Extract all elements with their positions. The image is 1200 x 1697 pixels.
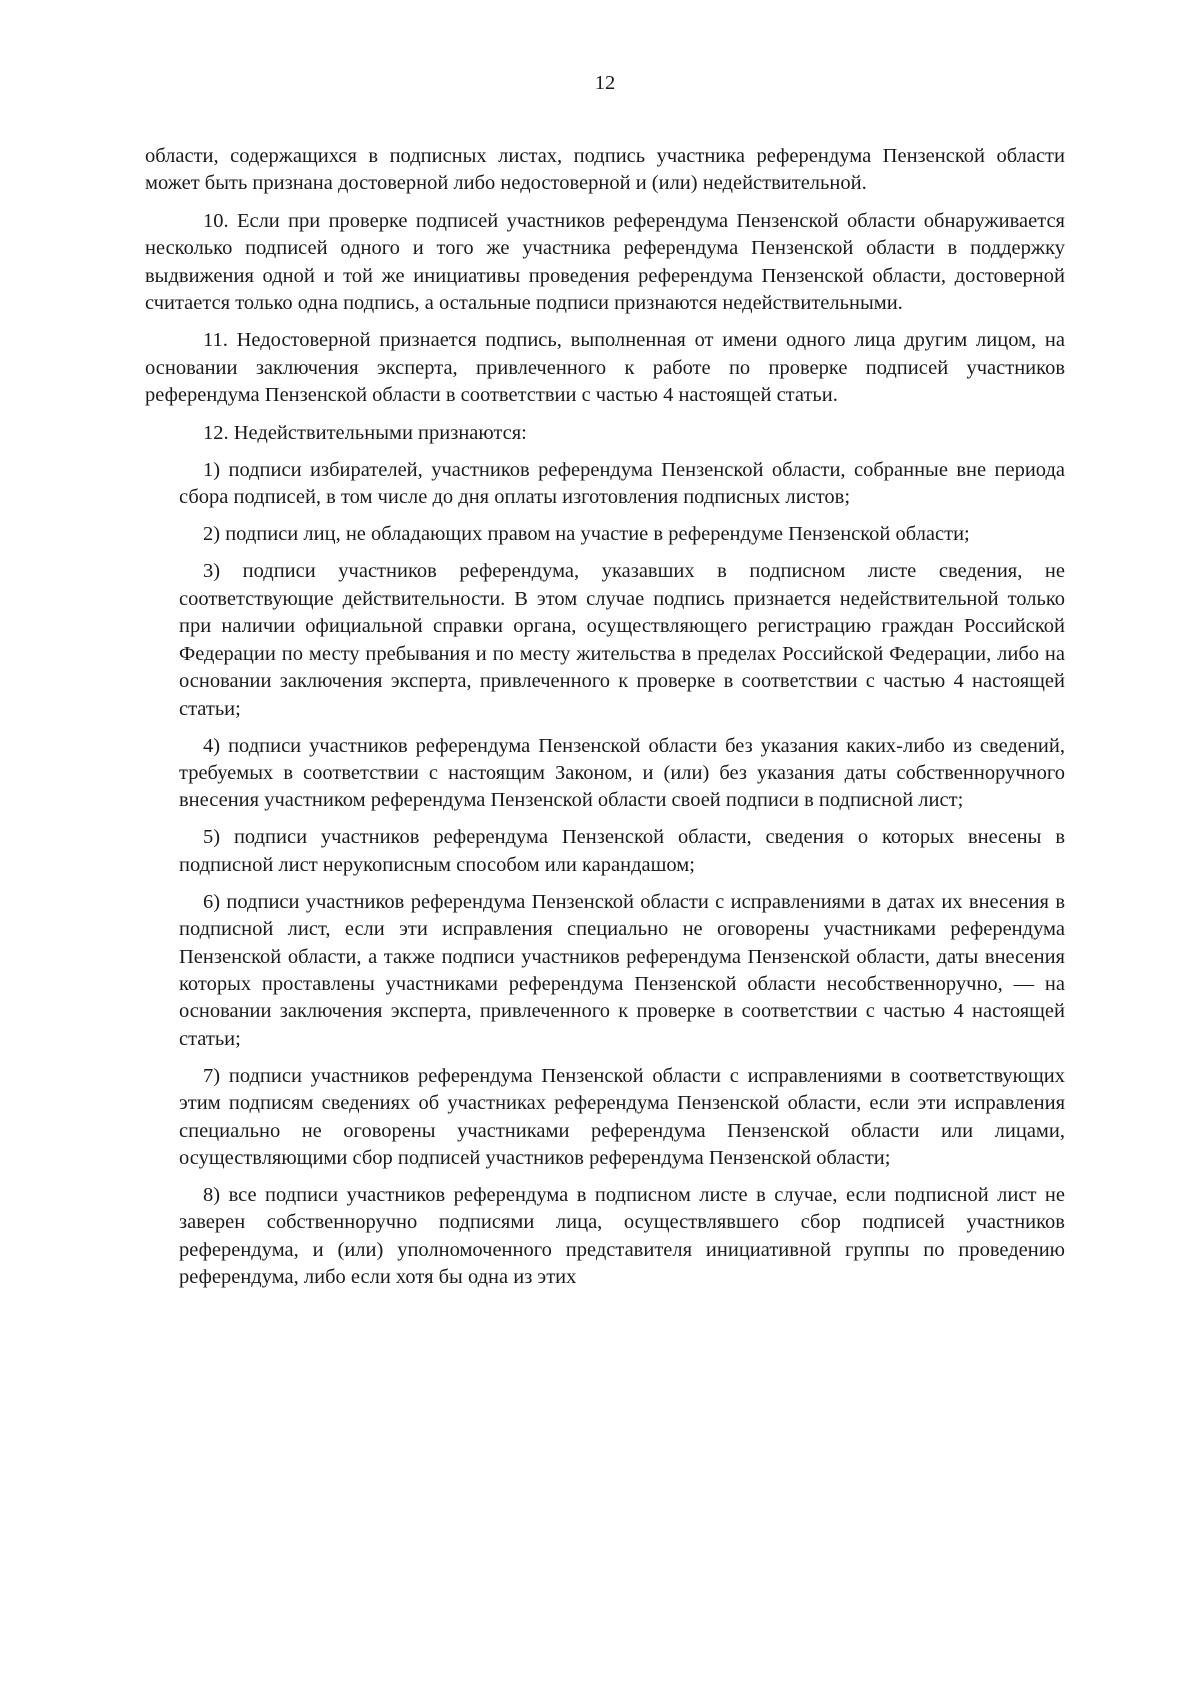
list-item-6: 6) подписи участников референдума Пензенской области с исправлениями в датах их внесения в подписной лист, если эти исправления специально не оговорены участниками референдума Пензенской области, а также подписи участников референдума Пензенской области, даты внесения которых проставлены участниками референдума Пензенской области несобственноручно, — на основании заключения эксперта, привлеченного к проверке в соответствии с частью 4 настоящей статьи;: [179, 890, 1065, 1050]
paragraph-11: 11. Недостоверной признается подпись, выполненная от имени одного лица другим лицом, на основании заключения эксперта, привлеченного к работе по проверке подписей участников референдума Пензенской области в соответствии с частью 4 настоящей статьи.: [145, 329, 1065, 407]
list-item-1: 1) подписи избирателей, участников референдума Пензенской области, собранные вне периода сбора подписей, в том числе до дня оплаты изготовления подписных листов;: [179, 459, 1065, 509]
document-page: [145, 0, 1065, 1697]
invalid-signatures-list: [179, 457, 1065, 1292]
list-item-3: 3) подписи участников референдума, указавших в подписном листе сведения, не соответствующие действительности. В этом случае подпись признается недействительной только при наличии официальной справки органа, осуществляющего регистрацию граждан Российской Федерации по месту пребывания и по месту жительства в пределах Российской Федерации, либо на основании заключения эксперта, привлеченного к проверке в соответствии с частью 4 настоящей статьи;: [179, 560, 1065, 720]
list-item-4: 4) подписи участников референдума Пензенской области без указания каких-либо из сведений, требуемых в соответствии с настоящим Законом, и (или) без указания даты собственноручного внесения участником референдума Пензенской области своей подписи в подписной лист;: [179, 734, 1065, 812]
document-body: [145, 143, 1065, 1301]
list-item-8: 8) все подписи участников референдума в подписном листе в случае, если подписной лист не заверен собственноручно подписями лица, осуществлявшего сбор подписей участников референдума, и (или) уполномоченного представителя инициативной группы по проведению референдума, либо если хотя бы одна из этих: [179, 1183, 1065, 1289]
page-number: 12: [594, 72, 616, 94]
list-item-5: 5) подписи участников референдума Пензенской области, сведения о которых внесены в подписной лист нерукописным способом или карандашом;: [179, 826, 1065, 876]
paragraph-12: 12. Недействительными признаются:: [203, 421, 527, 444]
paragraph-continuation: области, содержащихся в подписных листах, подпись участника референдума Пензенской области может быть признана достоверной либо недостоверной и (или) недействительной.: [145, 145, 1065, 195]
paragraph-10: 10. Если при проверке подписей участников референдума Пензенской области обнаруживается несколько подписей одного и того же участника референдума Пензенской области в поддержку выдвижения одной и той же инициативы проведения референдума Пензенской области, достоверной считается только одна подпись, а остальные подписи признаются недействительными.: [145, 209, 1065, 315]
list-item-7: 7) подписи участников референдума Пензенской области с исправлениями в соответствующих этим подписям сведениях об участниках референдума Пензенской области, если эти исправления специально не оговорены участниками референдума Пензенской области или лицами, осуществляющими сбор подписей участников референдума Пензенской области;: [179, 1064, 1065, 1169]
list-item-2: 2) подписи лиц, не обладающих правом на участие в референдуме Пензенской области;: [203, 523, 970, 546]
